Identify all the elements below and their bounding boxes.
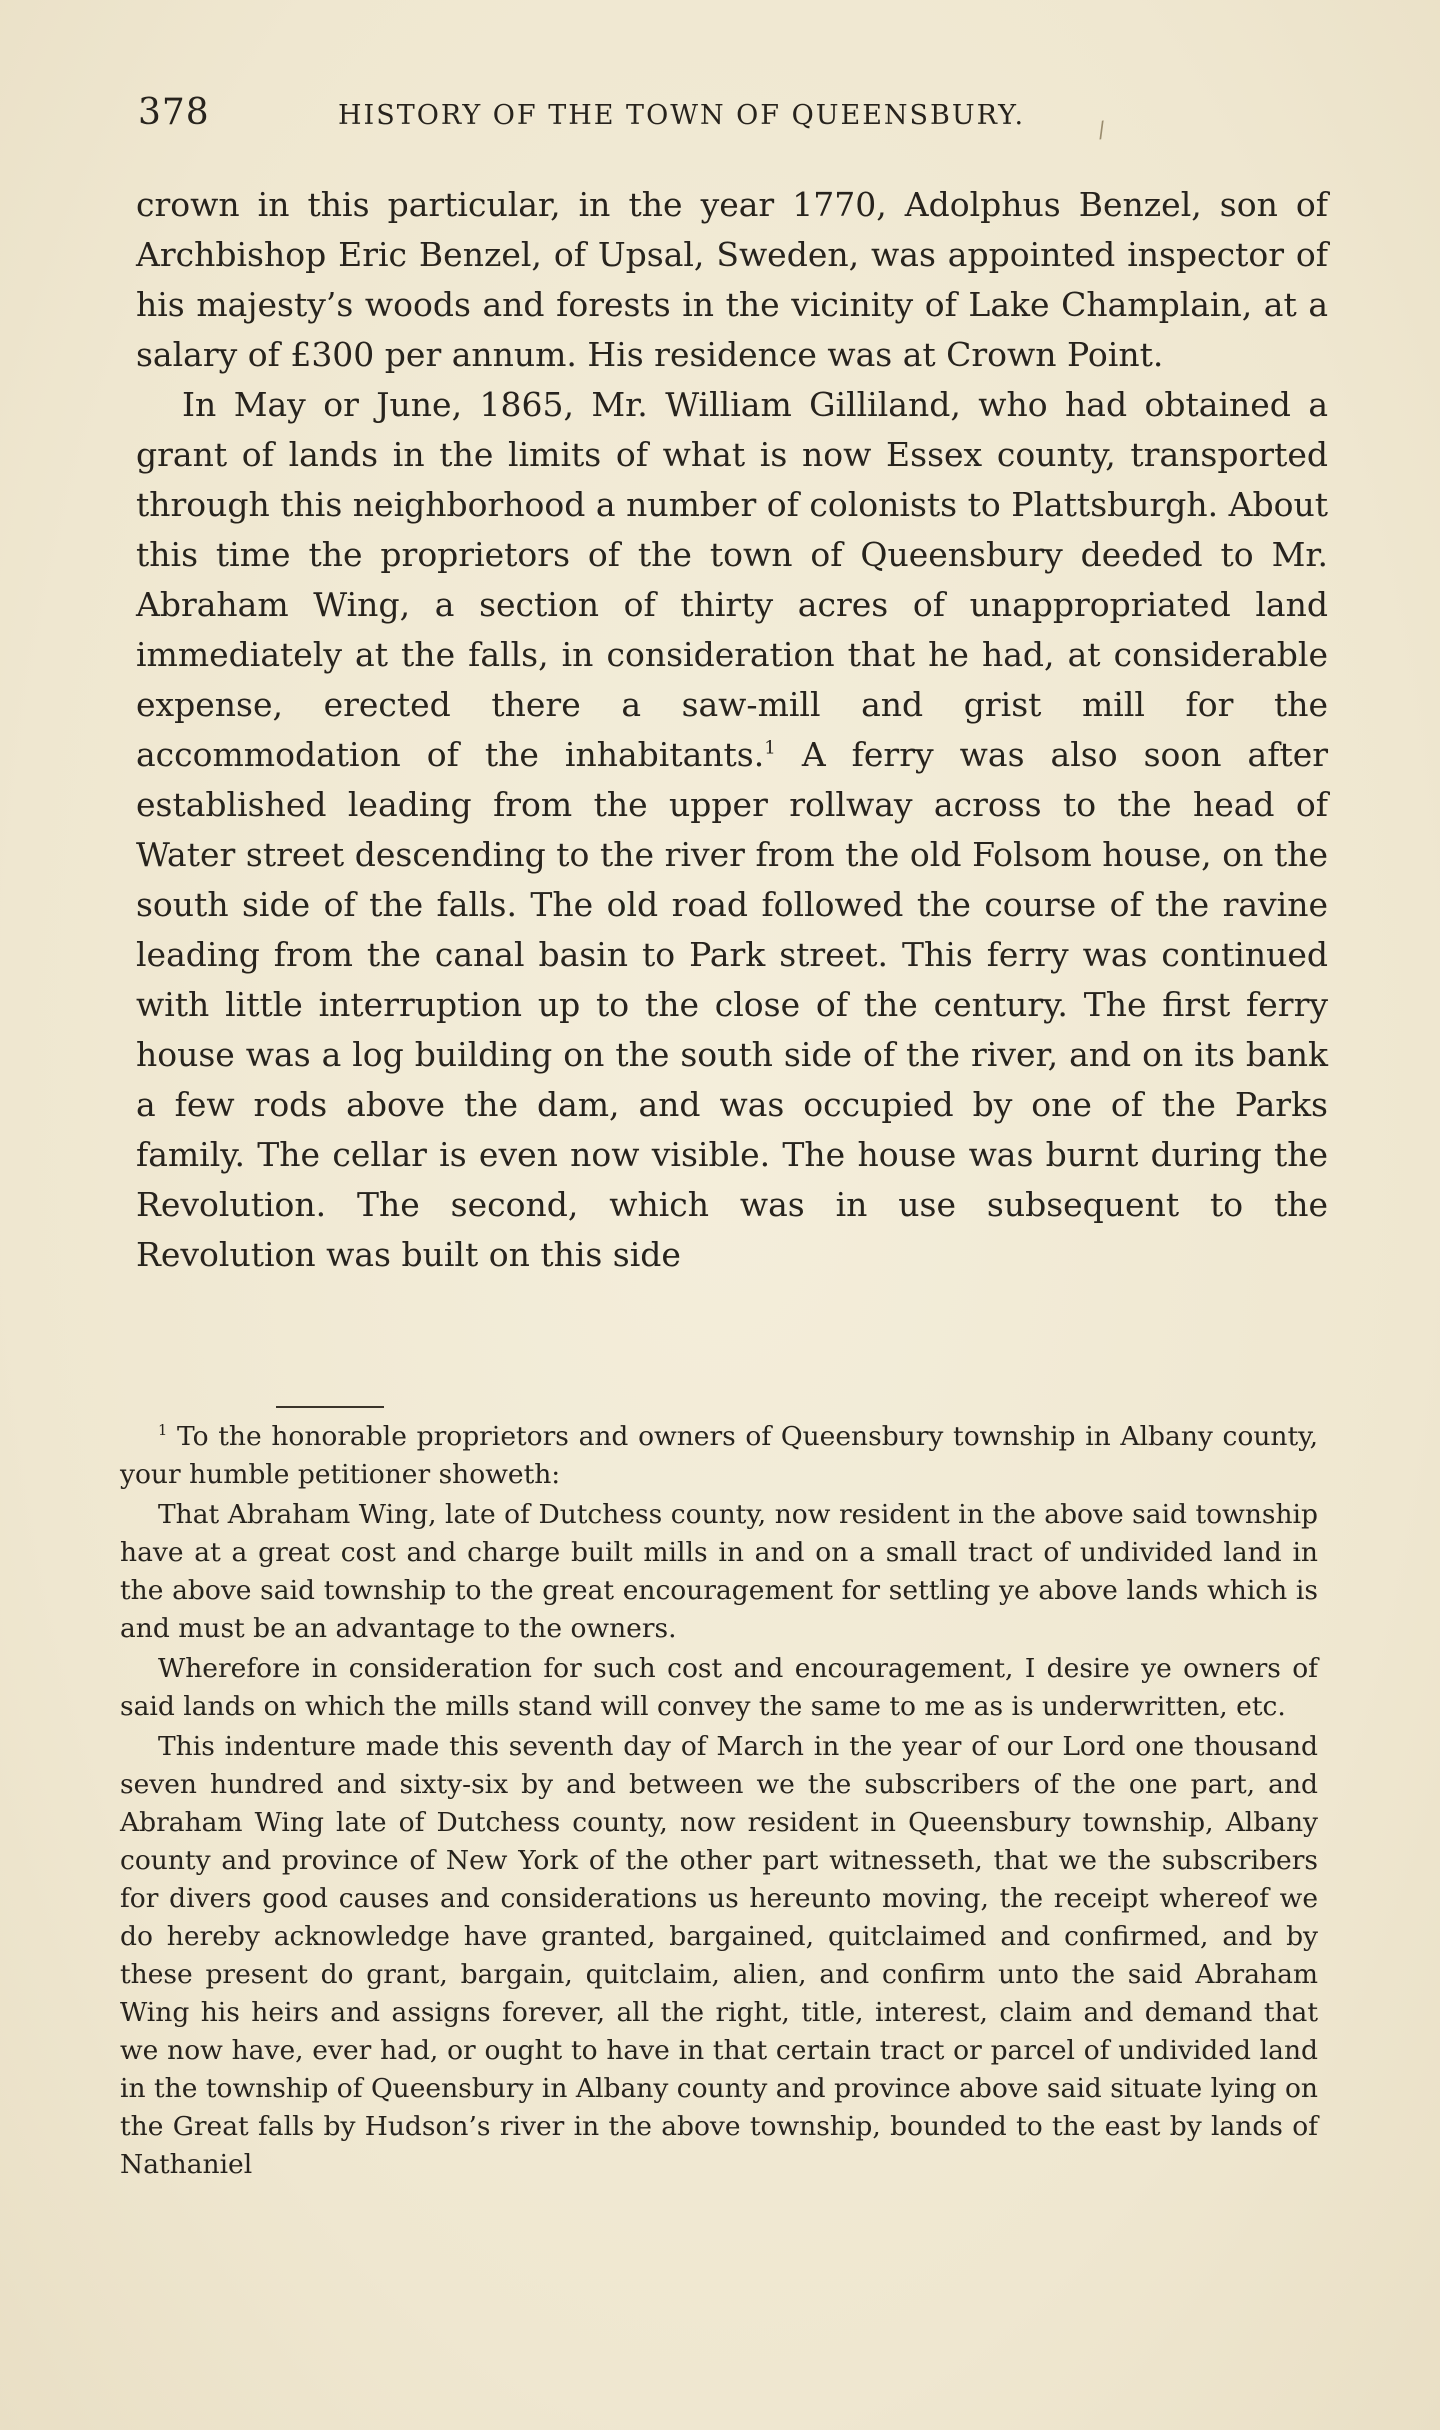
footnote [120, 1418, 1318, 2184]
pencil-mark-icon: / [1095, 117, 1108, 144]
footnote-divider [276, 1406, 384, 1408]
footnote-paragraph: That Abraham Wing, late of Dutchess county, now resident in the above said township have at a great cost and charge built mills in and on a small tract of undivided land in the above said township to the great encouragement for settling ye above lands which is and must be an advantage to the owners. [120, 1499, 1318, 1644]
paragraph [136, 380, 1328, 1280]
footnote-text: To the honorable proprietors and owners of Queensbury township in Albany county, your humble petitioner showeth: [120, 1421, 1318, 1490]
footnote-paragraph: Wherefore in consideration for such cost and encouragement, I desire ye owners of said lands on which the mills stand will convey the same to me as is underwritten, etc. [120, 1653, 1318, 1722]
footnote-paragraph [120, 1418, 1318, 1494]
main-text [136, 180, 1328, 1280]
paragraph-text: A ferry was also soon after established leading from the upper rollway across to the head of Water street descending to the river from the old Folsom house, on the south side of the falls. The old road followed the course of the ravine leading from the canal basin to Park street. This ferry was continued with little interruption up to the close of the century. The first ferry house was a log building on the south side of the river, and on its bank a few rods above the dam, and was occupied by one of the Parks family. The cellar is even now visible. The house was burnt during the Revolution. The second, which was in use subsequent to the Revolution was built on this side [136, 735, 1329, 1274]
page-header [138, 92, 1298, 142]
footnote-paragraph: This indenture made this seventh day of March in the year of our Lord one thousand seven hundred and sixty-six by and between we the subscribers of the one part, and Abraham Wing late of Dutchess county, now resident in Queensbury township, Albany county and province of New York of the other part witnesseth, that we the subscribers for divers good causes and considerations us hereunto moving, the receipt whereof we do hereby acknowledge have granted, bargained, quitclaimed and confirmed, and by these present do grant, bargain, quitclaim, alien, and confirm unto the said Abraham Wing his heirs and assigns forever, all the right, title, interest, claim and demand that we now have, ever had, or ought to have in that certain tract or parcel of undivided land in the township of Queensbury in Albany county and province above said situate lying on the Great falls by Hudson’s river in the above township, bounded to the east by lands of Nathaniel [120, 1731, 1318, 2180]
page-number: 378 [138, 92, 210, 133]
paragraph: crown in this particular, in the year 1770, Adolphus Benzel, son of Archbishop Eric Benzel, of Upsal, Sweden, was appointed inspector of his majesty’s woods and forests in the vicinity of Lake Champlain, at a salary of £300 per annum. His residence was at Crown Point. [136, 185, 1328, 374]
footnote-reference: 1 [764, 737, 776, 759]
running-head: HISTORY OF THE TOWN OF QUEENSBURY. [338, 100, 1026, 131]
footnote-marker: 1 [158, 1421, 168, 1439]
paragraph-text: In May or June, 1865, Mr. William Gilliland, who had obtained a grant of lands in the limits of what is now Essex county, transported through this neighborhood a number of colonists to Plattsburgh. About this time the proprietors of the town of Queensbury deeded to Mr. Abraham Wing, a section of thirty acres of unappropriated land immediately at the falls, in consideration that he had, at considerable expense, erected there a saw-mill and grist mill for the accommodation of the inhabitants. [136, 385, 1328, 774]
